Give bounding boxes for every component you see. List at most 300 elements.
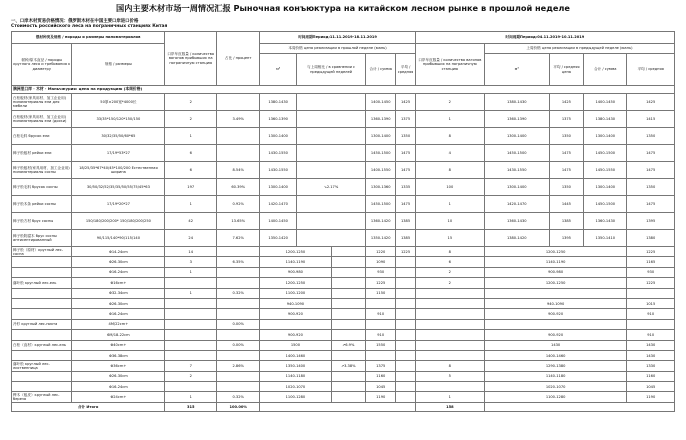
prev-price-avg: 1045 [627,382,675,392]
price-average: 1475 [396,196,415,213]
prev-price-avg: 1225 [627,278,675,288]
price-average [396,392,415,402]
prev-wagon-count: 8 [415,361,484,371]
price-range: 1430-1550 [260,145,297,162]
wagon-count: 2 [165,111,217,128]
price-average [396,298,415,308]
header-spec: 规格 / размеры [72,44,165,86]
total-label: 合计 Итого [12,402,165,411]
prev-price-range: 1300-1400 [484,179,549,196]
price-range: 900-920 [260,330,331,340]
section-heading: 一、口岸木材贸易价格情况：俄罗斯木材在中国主要口岸进口价格 [11,19,139,24]
price-average: 1335 [396,179,415,196]
prev-wagon-count [415,288,484,298]
table-row [12,128,675,145]
prev-wagon-count: 1 [415,111,484,128]
total-row [12,402,675,411]
product-spec: 17/19*53*27 [72,145,165,162]
price-range: 1400-1450 [260,213,297,230]
prev-wagon-count: 6 [415,257,484,267]
log-name [12,330,72,340]
section-subheading: Стоимость российского леса на пограничных станциях Китая [11,24,168,29]
prev-price-avg: 1160 [627,371,675,381]
wagon-count: 24 [165,230,217,247]
prev-price-avg [627,288,675,298]
price-change [331,309,366,319]
prev-price-range: 1360-1390 [484,111,549,128]
table-row [12,382,675,392]
price-change [297,196,366,213]
log-spec: 6M/18-22cm [72,330,165,340]
price-range: 1420-1470 [260,196,297,213]
share-percent [217,382,260,392]
price-average [396,319,415,329]
prev-price-average: 1475 [549,145,584,162]
wagon-count: 42 [165,213,217,230]
wagon-count: 1 [165,128,217,145]
table-row [12,179,675,196]
wagon-count: 197 [165,179,217,196]
log-spec: Φ14-24cm [72,247,165,257]
price-average [396,371,415,381]
price-range: 1500 [260,340,331,350]
price-range: 1300-1400 [260,128,297,145]
wagon-count: 6 [165,145,217,162]
prev-price-avg: 1475 [627,196,675,213]
table-row [12,257,675,267]
wagon-count: 1 [165,392,217,402]
prev-wagon-count: 100 [415,179,484,196]
log-name: 桦木（板皮）круглый лес-береза [12,392,72,402]
prev-price-average: 1350 [549,179,584,196]
prev-price-average: 1475 [549,162,584,179]
price-sum: 1360-1390 [366,111,396,128]
wagon-count: 1 [165,196,217,213]
table-row [12,371,675,381]
wagon-count: 6 [165,162,217,179]
price-range: 1100-1280 [260,392,331,402]
price-average [396,288,415,298]
log-name: 落叶松 круглый лес-ель [12,278,72,288]
price-average: 1475 [396,162,415,179]
header-sum-prev: 合计 / сумма [584,54,627,86]
log-name [12,382,72,392]
price-average: 1375 [396,111,415,128]
page-title: 国内主要木材市场一周情况汇报 Рыночная конъюктура на китайском лесном рынке в прошлой неделе [116,3,570,13]
prev-price-range: 900-920 [484,309,626,319]
table-row [12,145,675,162]
prev-price-avg: 910 [627,309,675,319]
price-average [396,340,415,350]
log-name: 樟子松（原材）круглый лес-сосна [12,247,72,257]
header-change: 与上周相比 / в сравнении с предыдущей неделей [297,54,366,86]
prev-price-avg: 1350 [627,128,675,145]
price-change [297,230,366,247]
price-sum: 1300-1400 [366,128,396,145]
product-name: 樟子松板材 рейки ели [12,145,72,162]
header-period-prev: 时间周期Период:04.11.2019-10.11.2019 [415,32,674,44]
prev-wagon-count: 8 [415,247,484,257]
table-row [12,213,675,230]
wagon-count [165,298,217,308]
price-sum [366,350,396,360]
prev-price-sum: 1380-1430 [584,111,627,128]
table-row [12,330,675,340]
price-range: 1140-1180 [260,371,331,381]
prev-price-range: 1430-1550 [484,162,549,179]
prev-price-range: 1020-1070 [484,382,626,392]
prev-price-sum: 1450-1500 [584,196,627,213]
wagon-count [165,340,217,350]
prev-price-range: 1300-1400 [484,128,549,145]
table-row [12,230,675,247]
prev-wagon-count [415,350,484,360]
price-change [297,145,366,162]
prev-price-avg: 1165 [627,257,675,267]
product-name: 樟子松木条 рейки сосны [12,196,72,213]
share-percent: 0.00% [217,319,260,329]
share-percent: 3.49% [217,111,260,128]
prev-wagon-count: 1 [415,196,484,213]
price-change [331,330,366,340]
price-sum [366,298,396,308]
price-sum: 1160 [366,371,396,381]
log-name: 落叶松 круглый лес-лиственница [12,361,72,371]
prev-price-range: 1200-1250 [484,247,626,257]
product-name: 白松板材(家具用材、加工企业用) пиломатериалы ели (доски) [12,111,72,128]
prev-price-range: 1380-1430 [484,94,549,111]
wagon-count [165,309,217,319]
wagon-count [165,350,217,360]
wagon-count [165,278,217,288]
price-range: 900-980 [260,267,331,277]
price-average [396,382,415,392]
prev-price-range: 1430 [484,340,626,350]
prev-price-avg [627,319,675,329]
product-spec: 17/19*20*27 [72,196,165,213]
price-sum: 1225 [366,278,396,288]
prev-price-range: 900-980 [484,267,626,277]
price-average: 1350 [396,128,415,145]
price-range: 1140-1190 [260,257,331,267]
price-sum: 1300-1360 [366,179,396,196]
prev-price-avg: 1225 [627,247,675,257]
prev-price-avg: 1430 [627,350,675,360]
share-percent: 6.35% [217,257,260,267]
prev-price-range: 940-1090 [484,298,626,308]
header-price-current: 本周价格 цена реализации в прошлой неделе (юань) [260,44,415,54]
price-sum: 1150 [366,288,396,298]
log-spec: Φ26-30cm [72,371,165,381]
prev-wagon-count: 2 [415,94,484,111]
price-range [260,319,331,329]
price-range: 1400-1460 [260,350,331,360]
prev-price-range: 1400-1460 [484,350,626,360]
table-row [12,319,675,329]
product-spec: 18/25/35*67*40/45*100/200 Естественная ширина [72,162,165,179]
prev-price-avg: 1015 [627,298,675,308]
price-change: ↗3.38% [331,361,366,371]
log-spec: Φ36-38cm [72,350,165,360]
price-range: 1200-1250 [260,278,331,288]
share-percent [217,128,260,145]
prev-price-sum: 1300-1400 [584,179,627,196]
price-range: 1100-1200 [260,288,331,298]
table-row [12,111,675,128]
price-average: 1385 [396,213,415,230]
product-name: 樟子松方材 брус сосны [12,213,72,230]
table-row [12,94,675,111]
prev-wagon-count: 2 [415,278,484,288]
share-percent: 0.32% [217,288,260,298]
prev-price-sum: 1300-1400 [584,128,627,145]
product-spec: 33/35*150/120*150/150 [72,111,165,128]
wagon-count: 1 [165,288,217,298]
wagon-count: 3 [165,257,217,267]
section-divider: 满洲里口岸 · 木材 · Маньчжурия: цена на продукцию (本周价格) [12,86,675,94]
prev-wagon-count: 5 [415,371,484,381]
table-row [12,340,675,350]
log-spec: Φ24cm+ [72,392,165,402]
price-table [11,31,675,412]
price-change [297,111,366,128]
table-row [12,288,675,298]
share-percent [217,298,260,308]
header-avg: 平均 / средняя [396,54,415,86]
product-name: 白松毛料 брусок ели [12,128,72,145]
prev-price-sum: 1360-1430 [584,213,627,230]
product-spec: 50厚×200宽*4000长 [72,94,165,111]
log-spec: 4M/22cm+ [72,319,165,329]
prev-wagon-count [415,319,484,329]
price-range: 1300-1400 [260,179,297,196]
log-name [12,288,72,298]
price-change [331,350,366,360]
table-row [12,162,675,179]
prev-price-sum: 1350-1410 [584,230,627,247]
prev-wagon-count [415,330,484,340]
prev-price-average: 1445 [549,196,584,213]
header-species: 树种/原木直径 / породы круглого леса и требования к диаметру [12,44,72,86]
total-wagons: 315 [165,402,217,411]
wagon-count: 7 [165,361,217,371]
prev-price-avg: 1430 [627,340,675,350]
prev-wagon-count: 10 [415,213,484,230]
price-change [331,382,366,392]
header-wagons-prev: 口岸车皮数量 / количество вагонов прибывших на пограничную станцию [415,44,484,86]
log-name [12,309,72,319]
price-average: 1385 [396,230,415,247]
log-spec: Φ16-24cm [72,382,165,392]
share-percent [217,278,260,288]
product-spec: 30/50/32/52/35/35/50/55/75/45*63 [72,179,165,196]
price-change [331,278,366,288]
price-average: 1425 [396,94,415,111]
prev-wagon-count [415,298,484,308]
table-row [12,298,675,308]
price-sum: 930 [366,267,396,277]
share-percent [217,247,260,257]
price-average [396,330,415,340]
prev-price-avg: 930 [627,267,675,277]
table-row [12,350,675,360]
prev-price-avg: 1330 [627,361,675,371]
price-range: 1350-1400 [260,361,331,371]
share-percent [217,371,260,381]
price-sum [366,319,396,329]
wagon-count: 14 [165,247,217,257]
price-change [331,298,366,308]
prev-wagon-count: 4 [415,145,484,162]
prev-price-avg: 1350 [627,179,675,196]
product-name: 樟子松毛料 брусок сосны [12,179,72,196]
price-sum: 1450-1500 [366,196,396,213]
table-row [12,392,675,402]
prev-price-avg: 1475 [627,145,675,162]
wagon-count [165,319,217,329]
log-name: 冷杉 круглый лес-пихта [12,319,72,329]
table-row [12,247,675,257]
price-sum: 910 [366,309,396,319]
empty-cell [260,402,415,411]
header-share: 占比 / процент [217,32,260,86]
share-percent: 2.86% [217,361,260,371]
price-range: 1430-1550 [260,162,297,179]
log-spec: Φ40cm+ [72,340,165,350]
share-percent [217,309,260,319]
prev-price-range: 1380-1420 [484,230,549,247]
empty-cell [484,402,674,411]
prev-price-range [484,288,626,298]
prev-price-range: 1140-1180 [484,371,626,381]
log-name [12,371,72,381]
price-range: 1020-1070 [260,382,331,392]
price-change [331,257,366,267]
price-range: 940-1090 [260,298,331,308]
price-change [331,267,366,277]
header-m3-prev: м³ [484,54,549,86]
prev-price-average: 1425 [549,94,584,111]
log-spec: Φ36cm+ [72,361,165,371]
log-name [12,350,72,360]
header-avg-prev: 平均 / средняя [627,54,675,86]
product-name: 白松板材(家具用材、加工企业用) пиломатериалы ели для мебели [12,94,72,111]
prev-price-average: 1395 [549,230,584,247]
price-average: 1475 [396,145,415,162]
price-range: 1380-1430 [260,94,297,111]
share-percent [217,94,260,111]
prev-price-avg: 1380 [627,230,675,247]
price-average [396,350,415,360]
price-sum: 1360-1420 [366,213,396,230]
header-m3: м³ [260,54,297,86]
prev-price-range: 1290-1380 [484,361,626,371]
prev-price-sum: 1450-1500 [584,145,627,162]
prev-price-avg: 1415 [627,111,675,128]
share-percent: 7.62% [217,230,260,247]
wagon-count: 2 [165,94,217,111]
header-avg-price-prev: 平均 / средняя цена [549,54,584,86]
prev-price-sum: 1450-1550 [584,162,627,179]
log-name: 白松（直材）круглый лес-ель [12,340,72,350]
log-name [12,257,72,267]
price-sum: 1350-1420 [366,230,396,247]
price-sum: 1375 [366,361,396,371]
header-price-prev: 上周价格 цена реализации в предыдущей неделе (юань) [484,44,674,54]
price-change [297,162,366,179]
prev-price-range: 1140-1190 [484,257,626,267]
share-percent [217,145,260,162]
product-name: 樟子松防腐木 брус сосны антисептированный [12,230,72,247]
prev-wagon-count: 8 [415,162,484,179]
price-range: 1350-1420 [260,230,297,247]
price-change [331,371,366,381]
price-average [396,267,415,277]
log-spec: Φ32-34cm [72,288,165,298]
prev-price-average: 1350 [549,128,584,145]
price-change [331,319,366,329]
prev-wagon-count [415,309,484,319]
prev-price-avg: 1475 [627,162,675,179]
price-range: 1200-1250 [260,247,331,257]
share-percent [217,350,260,360]
price-average [396,361,415,371]
table-row [12,196,675,213]
price-range: 1360-1390 [260,111,297,128]
prev-price-range: 1420-1470 [484,196,549,213]
prev-price-avg: 1395 [627,213,675,230]
prev-price-avg: 1190 [627,392,675,402]
prev-price-average: 1385 [549,213,584,230]
price-sum: 1400-1450 [366,94,396,111]
prev-price-range: 900-920 [484,330,626,340]
prev-wagon-count [415,382,484,392]
price-sum: 1220 [366,247,396,257]
price-change: ↗6.9% [331,340,366,350]
wagon-count [165,382,217,392]
share-percent: 0.92% [217,196,260,213]
prev-price-range [484,319,626,329]
header-period-current: 时间周期Период:11.11.2019-18.11.2019 [260,32,415,44]
log-name [12,267,72,277]
price-change: ↘2.17% [297,179,366,196]
total-prev-wagons: 158 [415,402,484,411]
share-percent: 13.65% [217,213,260,230]
log-spec: Φ26-30cm [72,257,165,267]
product-spec: 30/32/35/50/60*65 [72,128,165,145]
prev-price-avg: 910 [627,330,675,340]
log-spec: Φ16cm+ [72,278,165,288]
wagon-count [165,330,217,340]
price-change [331,288,366,298]
price-average [396,257,415,267]
wagon-count: 1 [165,267,217,277]
price-range: 900-920 [260,309,331,319]
product-spec: 90/115/140*90/115/140 [72,230,165,247]
price-sum: 1045 [366,382,396,392]
prev-price-sum: 1400-1450 [584,94,627,111]
prev-wagon-count: 2 [415,267,484,277]
table-row [12,278,675,288]
prev-wagon-count [415,340,484,350]
price-change [331,247,366,257]
price-change [297,94,366,111]
prev-price-avg: 1425 [627,94,675,111]
prev-price-average: 1375 [549,111,584,128]
product-name: 樟子松板材(家具用材、加工企业用) пиломатериалы сосны [12,162,72,179]
prev-wagon-count: 1 [415,392,484,402]
share-percent: 0.32% [217,392,260,402]
